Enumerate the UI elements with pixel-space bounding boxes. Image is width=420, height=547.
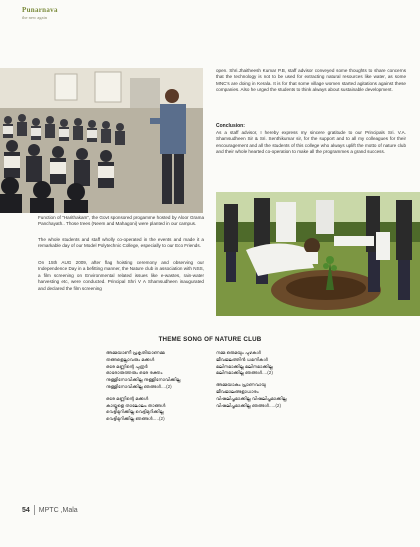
song-line: ഒരേ മണ്ണിന്റെ മക്കൾ [106, 395, 149, 401]
masthead-subtitle: the new again [22, 15, 47, 20]
left-paragraph-1: Function of "Harithakam", the Govt sponsored progamme hosted by Aloor Grama Panchayath.. Those trees (Neem and Mahagoni) were planted in our campus. [38, 215, 204, 227]
song-line: വെട്ടിമുറിക്കില്ല ഞങ്ങൾ.....(2) [106, 416, 165, 422]
footer [22, 505, 78, 515]
song-line: ജീവജാലങ്ങളാധാരം [216, 388, 259, 394]
conclusion-heading: Conclusion: [216, 123, 245, 129]
footer-divider [34, 505, 35, 515]
song-line: അമ്മയാണീ പ്രകൃതിയാണമ്മ [106, 350, 165, 355]
song-line: നുള്ളിനോവിക്കില്ല ഞങ്ങൾ....(2) [106, 383, 172, 389]
song-line: നുള്ളിനോവിക്കില്ല നുള്ളിനോവിക്കില്ല [106, 377, 181, 383]
song-title: THEME SONG OF NATURE CLUB [158, 336, 262, 343]
page-number: 54 [22, 506, 30, 514]
song-line: നമ്മ ഒരുമയും പുഴകൾ [216, 350, 262, 355]
song-line: ഒരേ മണ്ണിന്റെ പുത്രർ [106, 363, 148, 369]
song-line: വിഷലിപ്തമാക്കില്ല വിഷലിപ്തമാക്കില്ല [216, 395, 287, 401]
song-line: ജീവജലത്തിൻ ധമനികൾ [216, 356, 268, 362]
song-line: തങ്ങളെല്ലാവരും മക്കൾ [106, 356, 155, 362]
song-line: കായ്കളെ താലോലം താങ്ങൾ [106, 402, 166, 408]
left-paragraph-3: On 15th AUG 2009, after flag hoisting ceremony and observing our Independence Day in a befitting manner, the Nature club in association with NSS, a film screening on Environmental related issues like e-wastes, rain-water harvesting etc, were conducted. Principal Shri V A Shamsudheen inaugurated and declared the film screening [38, 260, 204, 291]
song-line: വെട്ടിമുറിക്കില്ല വെട്ടിമുറിക്കില്ല [106, 409, 164, 415]
publication-name: MPTC ,Mala [38, 506, 78, 514]
song-right-column [216, 350, 286, 409]
song-line: മലിനമാക്കില്ല മലിനമാക്കില്ല [216, 363, 273, 369]
right-paragraph: open. Shri.Jhaitheesh Kumar P.B, staff advisor conveyed some thoughts to share concerns that the technology is not to be used for extracting natural resources like water, as some MNC's are doing in Kerala. It is for that some village women started agitations against these companies. Also he urged the students to think always about sustainable development. [216, 68, 406, 93]
masthead [22, 6, 58, 20]
classroom-photo [0, 68, 203, 213]
song-line: അമ്മയാകും പ്രാണവായു [216, 382, 266, 388]
song-left-column [106, 350, 180, 423]
song-line: ഓരോരുത്തരും ഒരേ രക്തം [106, 370, 163, 376]
left-paragraph-2: The whole students and staff wholly co-operated in the events and made it a remarkable day of our Model Polytechnic College, especially to our Eco Friends. [38, 237, 204, 249]
masthead-title: Punarnava [22, 6, 58, 14]
song-line: മലിനമാക്കില്ല ഞങ്ങൾ....(2) [216, 370, 273, 376]
song-line: വിഷലിപ്തമാക്കില്ല ഞങ്ങൾ.....(2) [216, 402, 282, 408]
tree-planting-photo [216, 192, 420, 316]
conclusion-paragraph: As a staff advisor, I hereby express my sincere gratitude to our Principals Sri. V.A. Shamsudheen Sir & Sri. Senthikumar sir, for the support and to all my colleagues for their encouragement and all the students of this college who always uplift the motto of nature club and their whole hearted co-operation to make all the programmes a grand success. [216, 130, 406, 155]
